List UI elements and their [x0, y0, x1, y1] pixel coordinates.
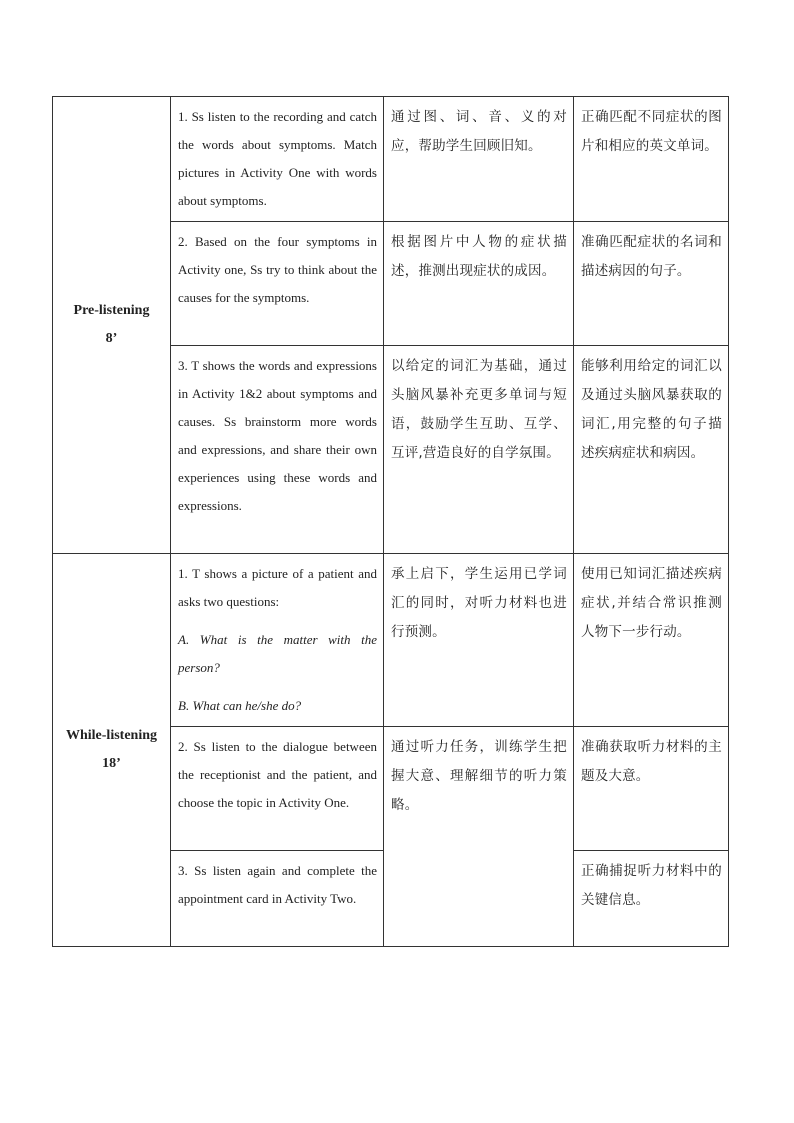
stage-time: 18’: [102, 756, 121, 771]
activity-cell: [171, 851, 384, 947]
activity-text: 3. T shows the words and expressions in Activity 1&2 about symptoms and causes. Ss brainstorm more words and expressions, and share their own experiences using these words and expressions.: [178, 358, 377, 513]
evaluation-cell: 准确获取听力材料的主题及大意。: [574, 727, 729, 851]
table-row: [53, 554, 729, 727]
activity-cell: [171, 727, 384, 851]
evaluation-cell: 准确匹配症状的名词和描述病因的句子。: [574, 222, 729, 346]
activity-cell: [171, 554, 384, 727]
activity-text: 1. T shows a picture of a patient and asks two questions:: [178, 566, 377, 609]
evaluation-cell: 能够利用给定的词汇以及通过头脑风暴获取的词汇,用完整的句子描述疾病症状和病因。: [574, 346, 729, 554]
stage-time: 8’: [105, 331, 118, 346]
evaluation-cell: 正确匹配不同症状的图片和相应的英文单词。: [574, 97, 729, 222]
activity-text: 2. Ss listen to the dialogue between the receptionist and the patient, and choose the topic in Activity One.: [178, 739, 377, 810]
stage-name: While-listening: [65, 728, 157, 743]
purpose-cell: 以给定的词汇为基础，通过头脑风暴补充更多单词与短语，鼓励学生互助、互学、互评,营造良好的自学氛围。: [384, 346, 574, 554]
purpose-cell: 根据图片中人物的症状描述，推测出现症状的成因。: [384, 222, 574, 346]
activity-text: 1. Ss listen to the recording and catch the words about symptoms. Match pictures in Activity One with words about symptoms.: [178, 109, 377, 208]
purpose-cell: 通过图、词、音、义的对应，帮助学生回顾旧知。: [384, 97, 574, 222]
lesson-plan-table: [52, 96, 729, 947]
evaluation-cell: 使用已知词汇描述疾病症状,并结合常识推测人物下一步行动。: [574, 554, 729, 727]
question-a: A. What is the matter with the person?: [178, 632, 377, 675]
evaluation-cell: 正确捕捉听力材料中的关键信息。: [574, 851, 729, 947]
question-b: B. What can he/she do?: [178, 698, 302, 713]
activity-cell: [171, 346, 384, 554]
activity-text: 3. Ss listen again and complete the appointment card in Activity Two.: [178, 863, 377, 906]
activity-cell: [171, 222, 384, 346]
purpose-cell: 承上启下，学生运用已学词汇的同时，对听力材料也进行预测。: [384, 554, 574, 727]
activity-text: 2. Based on the four symptoms in Activity one, Ss try to think about the causes for the symptoms.: [178, 234, 377, 305]
stage-cell-pre-listening: [53, 97, 171, 554]
stage-cell-while-listening: [53, 554, 171, 947]
stage-name: Pre-listening: [73, 303, 150, 318]
table-row: [53, 97, 729, 222]
purpose-cell: 通过听力任务，训练学生把握大意、理解细节的听力策略。: [384, 727, 574, 947]
activity-cell: [171, 97, 384, 222]
